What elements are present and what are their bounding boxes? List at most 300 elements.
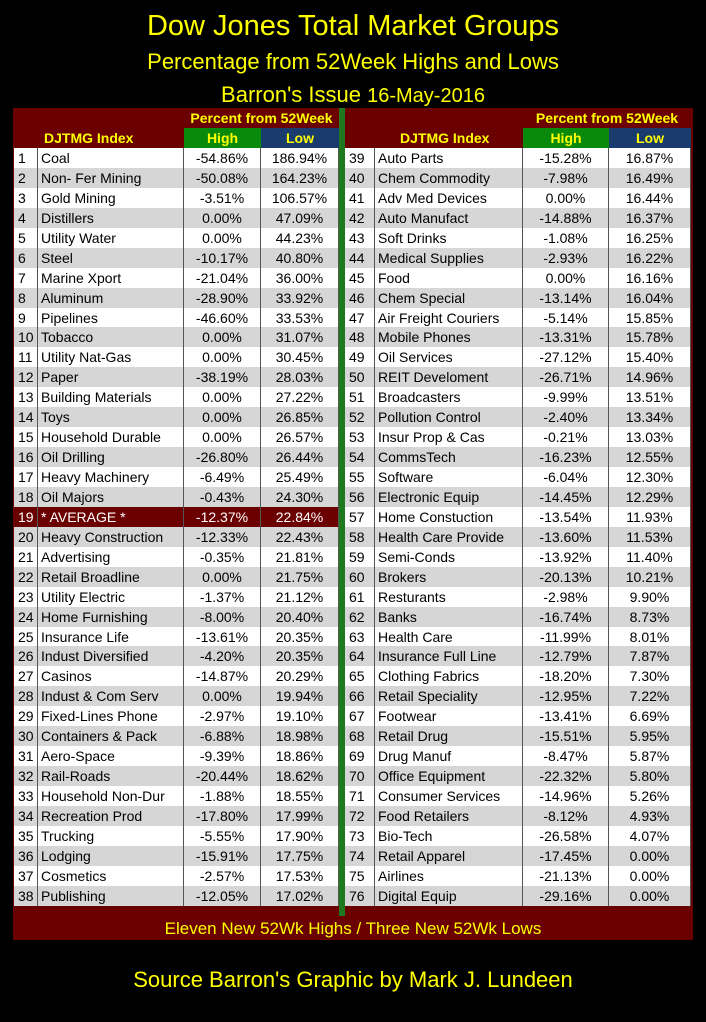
index-name-cell: Digital Equip — [375, 886, 523, 906]
index-name-cell: Soft Drinks — [375, 228, 523, 248]
high-value-cell: -13.61% — [184, 627, 261, 647]
table-row — [345, 188, 691, 208]
index-name-cell: Chem Commodity — [375, 168, 523, 188]
index-name-cell: Retail Apparel — [375, 846, 523, 866]
left-table — [14, 108, 339, 906]
low-value-cell: 19.10% — [261, 706, 339, 726]
low-value-cell: 0.00% — [609, 866, 691, 886]
table-row — [14, 407, 339, 427]
index-name-cell: Household Durable — [38, 427, 184, 447]
index-name-cell: Home Constuction — [375, 507, 523, 527]
high-value-cell: -20.13% — [523, 567, 609, 587]
high-value-cell: 0.00% — [184, 208, 261, 228]
index-name-cell: Air Freight Couriers — [375, 308, 523, 328]
rank-cell: 72 — [345, 806, 375, 826]
percent-header-row — [345, 108, 691, 128]
high-value-cell: -27.12% — [523, 347, 609, 367]
high-value-cell: -29.16% — [523, 886, 609, 906]
high-value-cell: -0.43% — [184, 487, 261, 507]
index-name-cell: * AVERAGE * — [38, 507, 184, 527]
low-value-cell: 26.57% — [261, 427, 339, 447]
index-name-cell: Insurance Full Line — [375, 646, 523, 666]
low-value-cell: 106.57% — [261, 188, 339, 208]
high-value-cell: 0.00% — [523, 268, 609, 288]
index-name-cell: Building Materials — [38, 387, 184, 407]
index-name-cell: Software — [375, 467, 523, 487]
index-name-cell: Toys — [38, 407, 184, 427]
table-row — [345, 248, 691, 268]
table-row — [14, 487, 339, 507]
low-value-cell: 26.85% — [261, 407, 339, 427]
high-value-cell: -38.19% — [184, 367, 261, 387]
index-name-cell: Airlines — [375, 866, 523, 886]
table-row — [345, 208, 691, 228]
index-name-cell: REIT Develoment — [375, 367, 523, 387]
table-row — [345, 507, 691, 527]
index-name-cell: Banks — [375, 607, 523, 627]
high-value-cell: -12.33% — [184, 527, 261, 547]
high-value-cell: -18.20% — [523, 666, 609, 686]
index-name-cell: Auto Parts — [375, 148, 523, 168]
low-value-cell: 22.43% — [261, 527, 339, 547]
rank-cell: 46 — [345, 288, 375, 308]
low-value-cell: 15.78% — [609, 327, 691, 347]
high-value-cell: 0.00% — [184, 567, 261, 587]
table-row — [14, 467, 339, 487]
low-value-cell: 17.75% — [261, 846, 339, 866]
table-row — [14, 148, 339, 168]
index-name-cell: Marine Xport — [38, 268, 184, 288]
low-value-cell: 7.87% — [609, 646, 691, 666]
right-rows — [345, 148, 691, 906]
rank-cell: 58 — [345, 527, 375, 547]
table-row — [345, 666, 691, 686]
high-value-cell: -2.98% — [523, 587, 609, 607]
table-row — [345, 367, 691, 387]
index-name-cell: Oil Majors — [38, 487, 184, 507]
table-row — [14, 327, 339, 347]
low-value-cell: 12.30% — [609, 467, 691, 487]
high-value-cell: 0.00% — [184, 407, 261, 427]
high-value-cell: -12.37% — [184, 507, 261, 527]
rank-cell: 53 — [345, 427, 375, 447]
low-value-cell: 40.80% — [261, 248, 339, 268]
index-name-cell: Health Care — [375, 627, 523, 647]
table-row — [14, 686, 339, 706]
index-name-cell: Pollution Control — [375, 407, 523, 427]
rank-cell: 51 — [345, 387, 375, 407]
rank-cell: 17 — [14, 467, 38, 487]
index-name-cell: Coal — [38, 148, 184, 168]
issue-date: 16-May-2016 — [367, 85, 485, 107]
high-value-cell: -15.28% — [523, 148, 609, 168]
rank-cell: 35 — [14, 826, 38, 846]
index-name-cell: Footwear — [375, 706, 523, 726]
index-name-cell: Gold Mining — [38, 188, 184, 208]
high-value-cell: -16.23% — [523, 447, 609, 467]
high-value-cell: -6.88% — [184, 726, 261, 746]
index-name-cell: Semi-Conds — [375, 547, 523, 567]
low-value-cell: 10.21% — [609, 567, 691, 587]
source-credit: Source Barron's Graphic by Mark J. Lundeen — [133, 967, 573, 992]
rank-cell: 12 — [14, 367, 38, 387]
table-row — [345, 886, 691, 906]
index-name-cell: Publishing — [38, 886, 184, 906]
rank-cell: 2 — [14, 168, 38, 188]
chart-title: Dow Jones Total Market Groups — [146, 10, 560, 42]
rank-cell: 3 — [14, 188, 38, 208]
index-name-cell: Retail Speciality — [375, 686, 523, 706]
high-value-cell: 0.00% — [523, 188, 609, 208]
rank-cell: 11 — [14, 347, 38, 367]
rank-cell: 76 — [345, 886, 375, 906]
rank-cell: 9 — [14, 308, 38, 328]
table-row — [14, 607, 339, 627]
high-value-cell: -13.92% — [523, 547, 609, 567]
index-name-cell: Pipelines — [38, 308, 184, 328]
index-name-cell: Chem Special — [375, 288, 523, 308]
percent-header-row — [14, 108, 339, 128]
index-name-cell: Cosmetics — [38, 866, 184, 886]
table-row — [14, 288, 339, 308]
low-value-cell: 16.37% — [609, 208, 691, 228]
low-value-cell: 13.34% — [609, 407, 691, 427]
low-value-cell: 17.53% — [261, 866, 339, 886]
high-value-cell: -26.80% — [184, 447, 261, 467]
table-row — [14, 766, 339, 786]
low-value-cell: 17.90% — [261, 826, 339, 846]
index-name-cell: Adv Med Devices — [375, 188, 523, 208]
high-value-cell: -1.37% — [184, 587, 261, 607]
low-value-cell: 22.84% — [261, 507, 339, 527]
table-row — [14, 706, 339, 726]
rank-cell: 71 — [345, 786, 375, 806]
rank-cell: 41 — [345, 188, 375, 208]
low-value-cell: 20.29% — [261, 666, 339, 686]
low-value-cell: 4.93% — [609, 806, 691, 826]
table-row — [345, 806, 691, 826]
high-value-cell: -14.45% — [523, 487, 609, 507]
high-value-cell: -15.51% — [523, 726, 609, 746]
rank-cell: 20 — [14, 527, 38, 547]
high-value-cell: -16.74% — [523, 607, 609, 627]
low-value-cell: 8.73% — [609, 607, 691, 627]
low-value-cell: 13.03% — [609, 427, 691, 447]
rank-cell: 15 — [14, 427, 38, 447]
low-value-cell: 25.49% — [261, 467, 339, 487]
high-value-cell: -50.08% — [184, 168, 261, 188]
index-name-cell: Household Non-Dur — [38, 786, 184, 806]
low-value-cell: 18.86% — [261, 746, 339, 766]
table-row — [14, 726, 339, 746]
rank-cell: 34 — [14, 806, 38, 826]
index-name-cell: Insurance Life — [38, 627, 184, 647]
table-row — [345, 567, 691, 587]
table-row — [345, 407, 691, 427]
rank-cell: 14 — [14, 407, 38, 427]
high-value-cell: 0.00% — [184, 387, 261, 407]
low-value-cell: 16.25% — [609, 228, 691, 248]
low-value-cell: 33.53% — [261, 308, 339, 328]
rank-cell: 49 — [345, 347, 375, 367]
index-name-cell: Heavy Construction — [38, 527, 184, 547]
low-value-cell: 24.30% — [261, 487, 339, 507]
high-value-cell: -2.57% — [184, 866, 261, 886]
low-value-cell: 0.00% — [609, 846, 691, 866]
table-row — [345, 766, 691, 786]
index-name-cell: Retail Broadline — [38, 567, 184, 587]
index-name-cell: Recreation Prod — [38, 806, 184, 826]
low-value-cell: 20.35% — [261, 627, 339, 647]
rank-cell: 38 — [14, 886, 38, 906]
high-value-cell: -1.88% — [184, 786, 261, 806]
low-value-cell: 7.30% — [609, 666, 691, 686]
high-value-cell: -8.12% — [523, 806, 609, 826]
table-row — [345, 786, 691, 806]
index-name-cell: Containers & Pack — [38, 726, 184, 746]
low-value-cell: 16.87% — [609, 148, 691, 168]
rank-cell: 42 — [345, 208, 375, 228]
low-header: Low — [609, 128, 691, 148]
table-row — [14, 846, 339, 866]
table-row — [14, 547, 339, 567]
low-value-cell: 36.00% — [261, 268, 339, 288]
high-value-cell: -28.90% — [184, 288, 261, 308]
high-value-cell: -4.20% — [184, 646, 261, 666]
rank-cell: 10 — [14, 327, 38, 347]
chart-subtitle: Percentage from 52Week Highs and Lows — [147, 49, 559, 74]
low-value-cell: 30.45% — [261, 347, 339, 367]
low-value-cell: 6.69% — [609, 706, 691, 726]
low-value-cell: 16.16% — [609, 268, 691, 288]
table-row — [345, 686, 691, 706]
high-value-cell: -0.35% — [184, 547, 261, 567]
low-value-cell: 5.80% — [609, 766, 691, 786]
index-name-cell: Clothing Fabrics — [375, 666, 523, 686]
table-row — [345, 447, 691, 467]
low-value-cell: 27.22% — [261, 387, 339, 407]
rank-cell: 59 — [345, 547, 375, 567]
high-value-cell: -13.14% — [523, 288, 609, 308]
low-value-cell: 15.40% — [609, 347, 691, 367]
table-row — [345, 467, 691, 487]
index-name-cell: Lodging — [38, 846, 184, 866]
low-value-cell: 16.44% — [609, 188, 691, 208]
index-name-cell: Office Equipment — [375, 766, 523, 786]
table-row — [14, 168, 339, 188]
rank-cell: 69 — [345, 746, 375, 766]
index-name-cell: Rail-Roads — [38, 766, 184, 786]
low-value-cell: 5.26% — [609, 786, 691, 806]
rank-cell: 23 — [14, 587, 38, 607]
table-row — [14, 347, 339, 367]
high-value-cell: -14.88% — [523, 208, 609, 228]
index-name-cell: Utility Water — [38, 228, 184, 248]
high-value-cell: -2.40% — [523, 407, 609, 427]
table-row — [14, 826, 339, 846]
high-value-cell: -14.87% — [184, 666, 261, 686]
index-name-cell: Steel — [38, 248, 184, 268]
low-value-cell: 47.09% — [261, 208, 339, 228]
low-value-cell: 16.49% — [609, 168, 691, 188]
table-row — [14, 188, 339, 208]
index-name-cell: Oil Drilling — [38, 447, 184, 467]
table-row — [345, 268, 691, 288]
table-row — [345, 487, 691, 507]
table-row — [14, 627, 339, 647]
table-row — [14, 228, 339, 248]
table-row — [14, 806, 339, 826]
index-name-cell: Food Retailers — [375, 806, 523, 826]
index-name-cell: Trucking — [38, 826, 184, 846]
column-header-row — [345, 128, 691, 148]
rank-cell: 67 — [345, 706, 375, 726]
low-value-cell: 18.98% — [261, 726, 339, 746]
low-value-cell: 26.44% — [261, 447, 339, 467]
table-row — [14, 866, 339, 886]
right-table — [345, 108, 691, 906]
high-value-cell: -3.51% — [184, 188, 261, 208]
table-row — [14, 786, 339, 806]
low-value-cell: 7.22% — [609, 686, 691, 706]
index-name-cell: Electronic Equip — [375, 487, 523, 507]
index-name-cell: Indust & Com Serv — [38, 686, 184, 706]
rank-cell: 70 — [345, 766, 375, 786]
table-row — [345, 826, 691, 846]
rank-cell: 48 — [345, 327, 375, 347]
rank-cell: 19 — [14, 507, 38, 527]
rank-cell: 43 — [345, 228, 375, 248]
high-value-cell: -15.91% — [184, 846, 261, 866]
high-value-cell: -0.21% — [523, 427, 609, 447]
high-value-cell: -7.98% — [523, 168, 609, 188]
high-value-cell: -13.41% — [523, 706, 609, 726]
high-value-cell: -6.49% — [184, 467, 261, 487]
table-row — [14, 666, 339, 686]
high-value-cell: -8.47% — [523, 746, 609, 766]
footer-note: Eleven New 52Wk Highs / Three New 52Wk Lows — [164, 919, 542, 938]
table-row — [345, 327, 691, 347]
low-value-cell: 5.95% — [609, 726, 691, 746]
table-row — [345, 347, 691, 367]
table-row — [14, 567, 339, 587]
low-value-cell: 18.62% — [261, 766, 339, 786]
index-name-cell: Brokers — [375, 567, 523, 587]
index-name-cell: Insur Prop & Cas — [375, 427, 523, 447]
index-name-cell: Broadcasters — [375, 387, 523, 407]
rank-cell: 50 — [345, 367, 375, 387]
index-name-cell: Auto Manufact — [375, 208, 523, 228]
high-value-cell: -21.13% — [523, 866, 609, 886]
high-value-cell: -17.45% — [523, 846, 609, 866]
low-value-cell: 12.55% — [609, 447, 691, 467]
table-row — [345, 726, 691, 746]
index-name-cell: CommsTech — [375, 447, 523, 467]
low-value-cell: 5.87% — [609, 746, 691, 766]
rank-cell: 25 — [14, 627, 38, 647]
table-row — [14, 427, 339, 447]
high-value-cell: -46.60% — [184, 308, 261, 328]
index-name-cell: Drug Manuf — [375, 746, 523, 766]
high-value-cell: 0.00% — [184, 686, 261, 706]
rank-cell: 29 — [14, 706, 38, 726]
left-rows — [14, 148, 339, 906]
index-name-cell: Fixed-Lines Phone — [38, 706, 184, 726]
high-value-cell: -26.71% — [523, 367, 609, 387]
index-name-cell: Indust Diversified — [38, 646, 184, 666]
table-row — [345, 587, 691, 607]
table-row — [345, 308, 691, 328]
table-row — [345, 746, 691, 766]
rank-cell: 8 — [14, 288, 38, 308]
table-row — [14, 646, 339, 666]
rank-cell: 28 — [14, 686, 38, 706]
column-header-row — [14, 128, 339, 148]
high-value-cell: 0.00% — [184, 327, 261, 347]
rank-cell: 16 — [14, 447, 38, 467]
rank-cell: 55 — [345, 467, 375, 487]
rank-cell: 39 — [345, 148, 375, 168]
table-row — [14, 886, 339, 906]
low-value-cell: 164.23% — [261, 168, 339, 188]
low-value-cell: 20.35% — [261, 646, 339, 666]
high-value-cell: -13.31% — [523, 327, 609, 347]
high-value-cell: -54.86% — [184, 148, 261, 168]
high-value-cell: 0.00% — [184, 228, 261, 248]
low-value-cell: 4.07% — [609, 826, 691, 846]
table-row — [14, 268, 339, 288]
rank-cell: 65 — [345, 666, 375, 686]
low-value-cell: 19.94% — [261, 686, 339, 706]
table-row — [14, 527, 339, 547]
table-row — [14, 208, 339, 228]
high-value-cell: -20.44% — [184, 766, 261, 786]
rank-cell: 36 — [14, 846, 38, 866]
table-row — [345, 148, 691, 168]
table-row — [345, 427, 691, 447]
high-value-cell: -13.60% — [523, 527, 609, 547]
high-value-cell: -12.79% — [523, 646, 609, 666]
rank-cell: 75 — [345, 866, 375, 886]
low-value-cell: 186.94% — [261, 148, 339, 168]
index-name-cell: Heavy Machinery — [38, 467, 184, 487]
rank-cell: 6 — [14, 248, 38, 268]
high-value-cell: -12.05% — [184, 886, 261, 906]
high-value-cell: 0.00% — [184, 427, 261, 447]
table-row — [345, 846, 691, 866]
low-value-cell: 31.07% — [261, 327, 339, 347]
rank-cell: 68 — [345, 726, 375, 746]
low-value-cell: 17.02% — [261, 886, 339, 906]
index-name-cell: Distillers — [38, 208, 184, 228]
table-row — [14, 308, 339, 328]
low-value-cell: 16.22% — [609, 248, 691, 268]
table-row — [345, 607, 691, 627]
index-name-cell: Non- Fer Mining — [38, 168, 184, 188]
table-row — [345, 288, 691, 308]
high-header: High — [184, 128, 261, 148]
rank-cell: 13 — [14, 387, 38, 407]
high-value-cell: -9.99% — [523, 387, 609, 407]
table-row — [345, 706, 691, 726]
rank-cell: 21 — [14, 547, 38, 567]
high-value-cell: -5.55% — [184, 826, 261, 846]
rank-cell: 60 — [345, 567, 375, 587]
low-value-cell: 21.81% — [261, 547, 339, 567]
rank-cell: 37 — [14, 866, 38, 886]
table-row — [14, 367, 339, 387]
percent-from-header: Percent from 52Week — [190, 110, 333, 126]
